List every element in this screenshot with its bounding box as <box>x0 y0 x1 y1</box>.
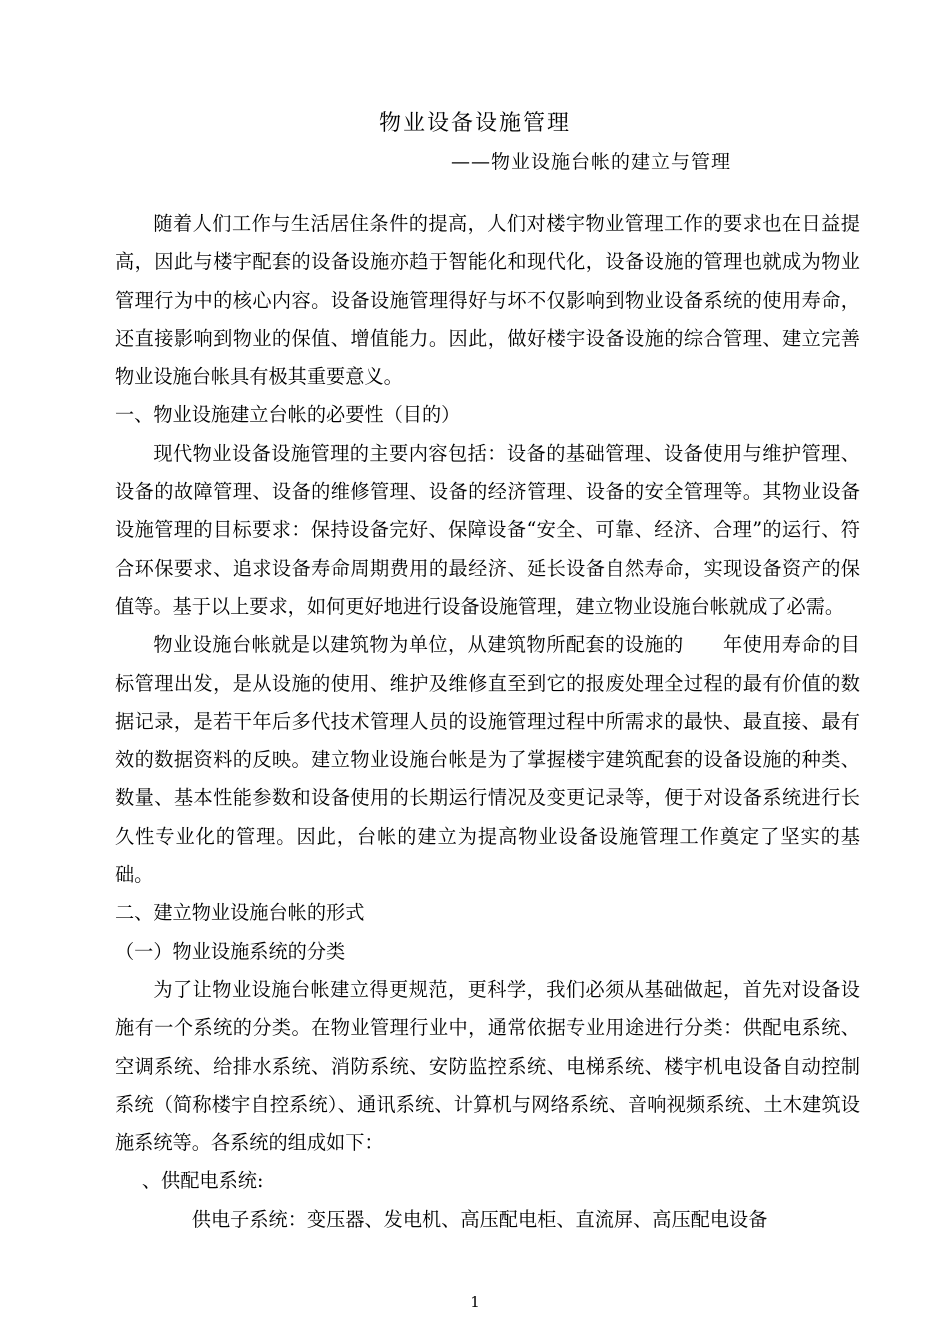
list-item-power-system: 、供配电系统: <box>141 1169 264 1193</box>
paragraph-necessity: 现代物业设备设施管理的主要内容包括：设备的基础管理、设备使用与维护管理、设备的故障管理、设备的维修管理、设备的经济管理、设备的安全管理等。其物业设备设施管理的目标要求：保持设备完好、保障设备“安全、可靠、经济、合理”的运行、符合环保要求、追求设备寿命周期费用的最经济、延长设备自然寿命，实现设备资产的保值等。基于以上要求，如何更好地进行设备设施管理，建立物业设施台帐就成了必需。 <box>115 441 860 618</box>
paragraph-ledger-definition: 物业设施台帐就是以建筑物为单位，从建筑物所配套的设施的 年使用寿命的目标管理出发，是从设施的使用、维护及维修直至到它的报废处理全过程的最有价值的数据记录，是若干年后多代技术管理人员的设施管理过程中所需求的最快、最直接、最有效的数据资料的反映。建立物业设施台帐是为了掌握楼宇建筑配套的设备设施的种类、数量、基本性能参数和设备使用的长期运行情况及变更记录等，便于对设备系统进行长久性专业化的管理。因此，台帐的建立为提高物业设备设施管理工作奠定了坚实的基础。 <box>115 633 860 887</box>
section-heading-2: 二、建立物业设施台帐的形式 <box>115 901 365 925</box>
list-subitem-power-supply: 供电子系统：变压器、发电机、高压配电柜、直流屏、高压配电设备 <box>191 1207 768 1231</box>
page-number: 1 <box>470 1293 480 1311</box>
subsection-heading-1: （一）物业设施系统的分类 <box>115 939 346 963</box>
section-heading-1: 一、物业设施建立台帐的必要性（目的） <box>115 403 461 427</box>
paragraph-classification: 为了让物业设施台帐建立得更规范，更科学，我们必须从基础做起，首先对设备设施有一个系统的分类。在物业管理行业中，通常依据专业用途进行分类：供配电系统、空调系统、给排水系统、消防系统、安防监控系统、电梯系统、楼宇机电设备自动控制系统（简称楼宇自控系统）、通讯系统、计算机与网络系统、音响视频系统、土木建筑设施系统等。各系统的组成如下： <box>115 977 860 1155</box>
document-title: 物业设备设施管理 <box>378 111 571 136</box>
document-subtitle: ——物业设施台帐的建立与管理 <box>451 151 732 173</box>
document-body <box>115 205 860 1239</box>
paragraph-intro: 随着人们工作与生活居住条件的提高，人们对楼宇物业管理工作的要求也在日益提高，因此与楼宇配套的设备设施亦趋于智能化和现代化，设备设施的管理也就成为物业管理行为中的核心内容。设备设施管理得好与坏不仅影响到物业设备系统的使用寿命，还直接影响到物业的保值、增值能力。因此，做好楼宇设备设施的综合管理、建立完善物业设施台帐具有极其重要意义。 <box>115 212 860 389</box>
